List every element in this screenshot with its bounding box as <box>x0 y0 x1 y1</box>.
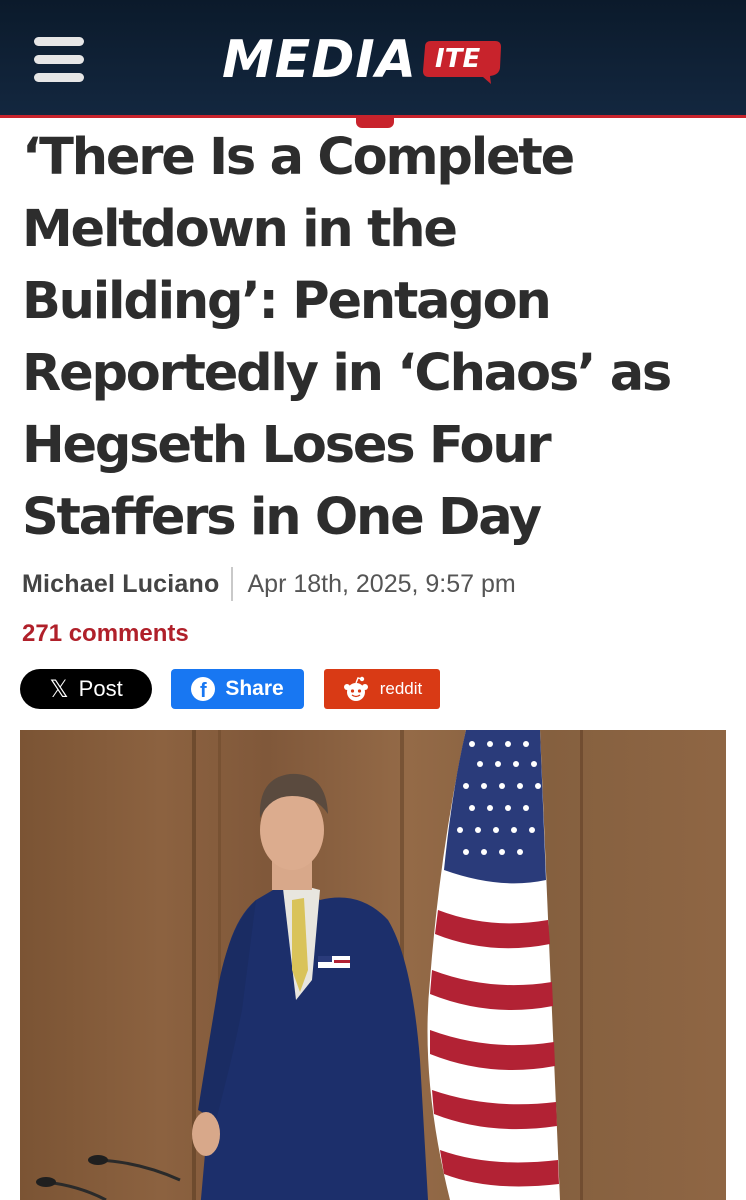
x-post-button[interactable] <box>20 669 152 709</box>
menu-bar-middle <box>34 55 84 64</box>
headline-line: Reportedly in ‘Chaos’ as <box>22 344 671 403</box>
photo-illustration <box>20 730 726 1200</box>
article-photo <box>20 730 726 1200</box>
publish-date: Apr 18th, 2025, 9:57 pm <box>247 569 516 598</box>
facebook-share-button[interactable] <box>171 669 304 709</box>
headline-line: Staffers in One Day <box>22 488 540 547</box>
logo-badge <box>421 35 503 85</box>
facebook-icon: f <box>191 677 215 701</box>
logo-wordmark: MEDIA <box>222 30 418 90</box>
article-headline <box>22 122 722 554</box>
site-header <box>0 0 746 118</box>
hamburger-menu-icon[interactable] <box>34 37 84 83</box>
article-byline <box>22 566 516 602</box>
logo-badge-text: ITE <box>435 44 481 74</box>
headline-line: Meltdown in the <box>22 200 456 259</box>
headline-line: Hegseth Loses Four <box>22 416 550 475</box>
menu-bar-bottom <box>34 73 84 82</box>
author-link[interactable]: Michael Luciano <box>22 569 220 598</box>
comments-link[interactable]: 271 comments <box>22 620 189 647</box>
x-post-label: Post <box>78 676 123 701</box>
headline-line: Building’: Pentagon <box>22 272 550 331</box>
facebook-share-label: Share <box>225 677 284 700</box>
headline-line: ‘There Is a Complete <box>22 128 573 187</box>
x-logo-icon: 𝕏 <box>49 675 69 703</box>
reddit-share-button[interactable] <box>324 669 440 709</box>
reddit-alien-icon <box>342 676 370 702</box>
reddit-share-label: reddit <box>379 679 423 698</box>
site-logo[interactable] <box>222 30 503 90</box>
byline-divider <box>231 567 233 601</box>
menu-bar-top <box>34 37 84 46</box>
